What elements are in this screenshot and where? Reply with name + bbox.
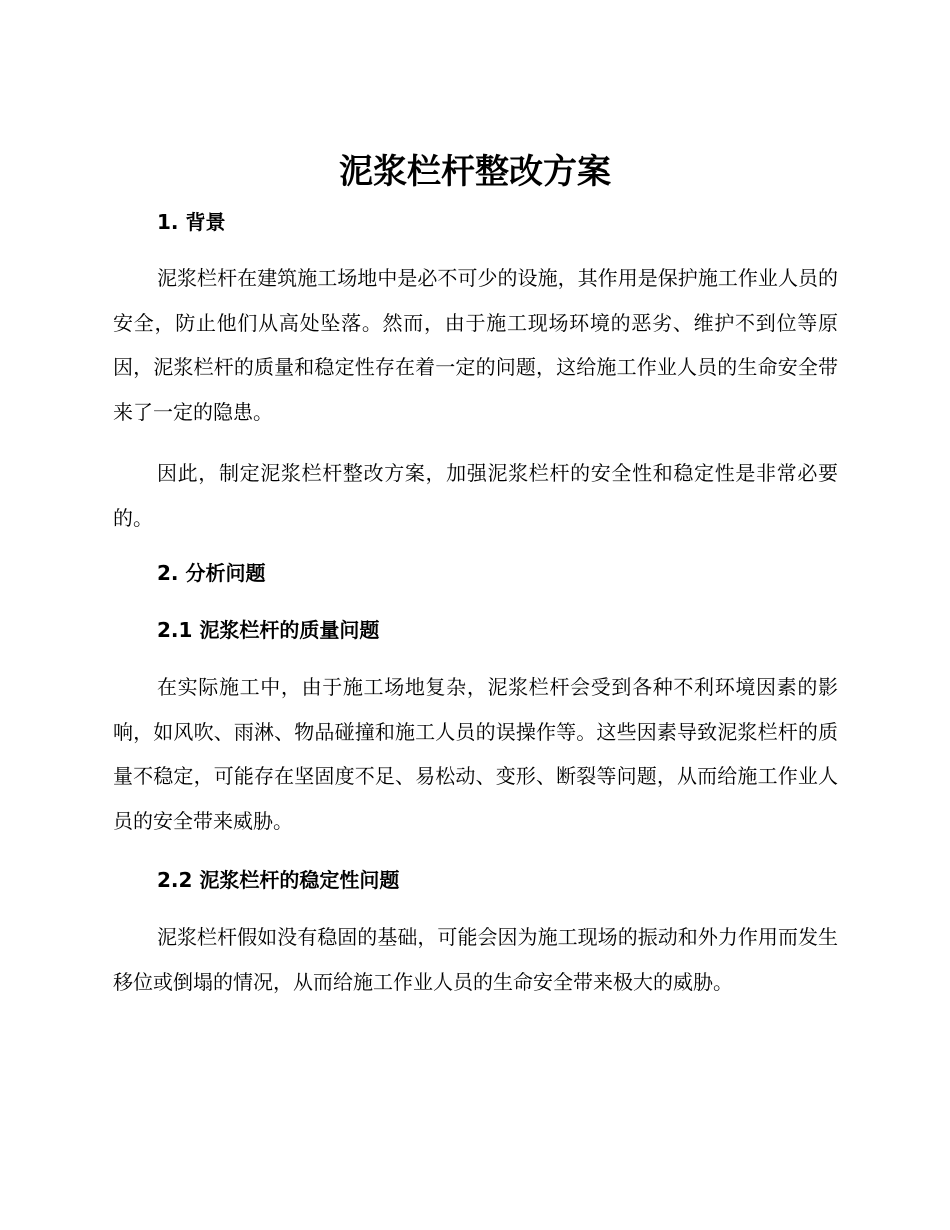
- paragraph-stability: 泥浆栏杆假如没有稳固的基础，可能会因为施工现场的振动和外力作用而发生移位或倒塌的情况，从而给施工作业人员的生命安全带来极大的威胁。: [113, 925, 838, 994]
- paragraph-background-2: 因此，制定泥浆栏杆整改方案，加强泥浆栏杆的安全性和稳定性是非常必要的。: [113, 461, 838, 530]
- subsection-heading-quality: 2.1 泥浆栏杆的质量问题: [157, 618, 380, 642]
- paragraph-quality: 在实际施工中，由于施工场地复杂，泥浆栏杆会受到各种不利环境因素的影响，如风吹、雨淋、物品碰撞和施工人员的误操作等。这些因素导致泥浆栏杆的质量不稳定，可能存在坚固度不足、易松动、变形、断裂等问题，从而给施工作业人员的安全带来威胁。: [113, 675, 838, 833]
- section-heading-analysis: 2. 分析问题: [157, 561, 266, 585]
- section-heading-background: 1. 背景: [157, 210, 226, 234]
- subsection-heading-stability: 2.2 泥浆栏杆的稳定性问题: [157, 868, 400, 892]
- document-title: 泥浆栏杆整改方案: [339, 152, 611, 192]
- paragraph-background-1: 泥浆栏杆在建筑施工场地中是必不可少的设施，其作用是保护施工作业人员的安全，防止他们从高处坠落。然而，由于施工现场环境的恶劣、维护不到位等原因，泥浆栏杆的质量和稳定性存在着一定的问题，这给施工作业人员的生命安全带来了一定的隐患。: [113, 266, 838, 424]
